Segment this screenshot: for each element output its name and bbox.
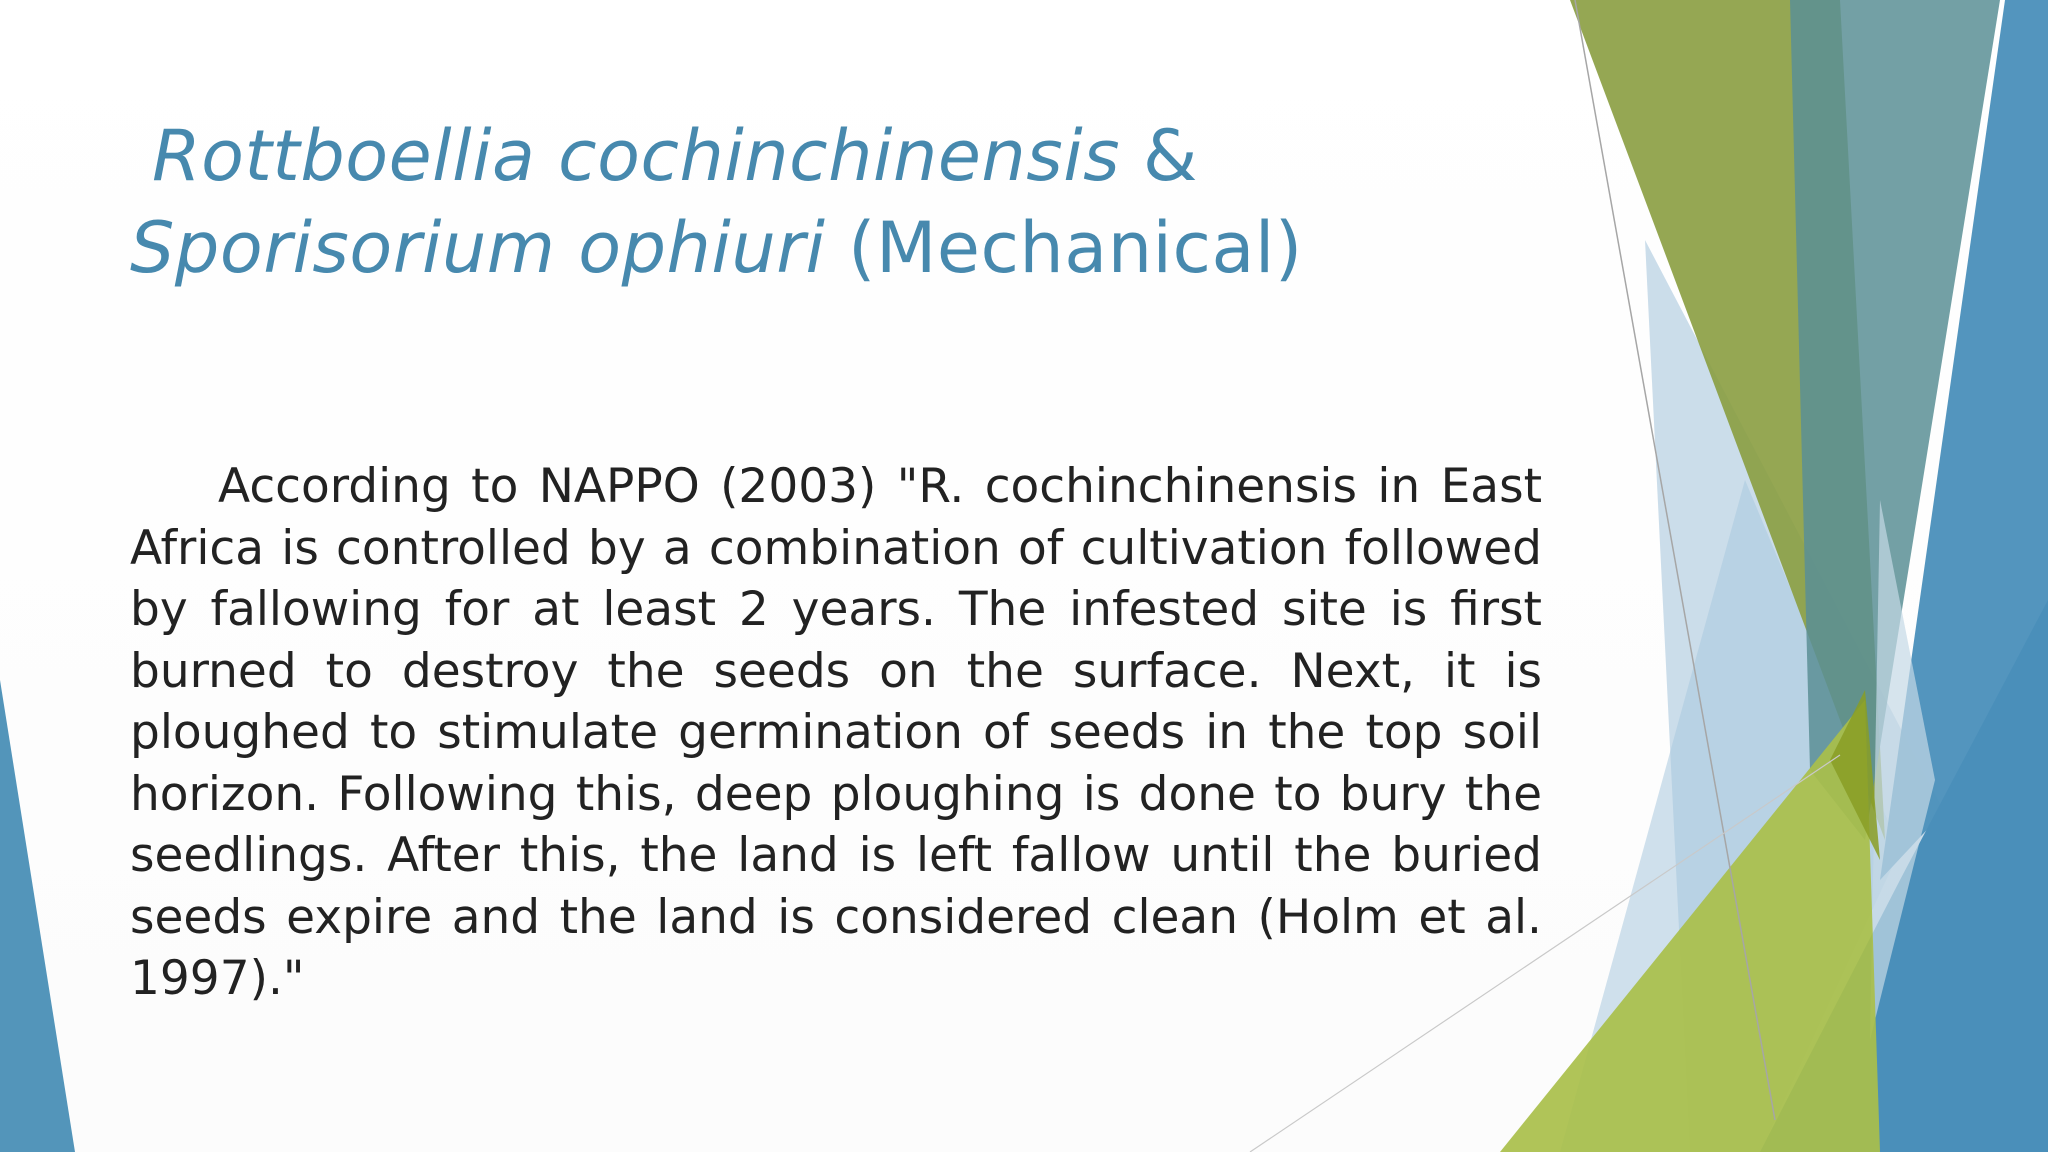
title-species-2: Sporisorium ophiuri [130,207,826,289]
title-method: (Mechanical) [825,207,1303,289]
title-line-2 [130,202,1430,294]
title-ampersand: & [1120,115,1198,197]
slide-title [130,110,1430,294]
left-blue-shape [0,680,75,1152]
title-line-1 [130,110,1430,202]
title-species-1: Rottboellia cochinchinensis [152,115,1121,197]
body-paragraph: According to NAPPO (2003) "R. cochinchinensis in East Africa is controlled by a combination of cultivation followed by fallowing for at least 2 years. The infested site is first burned to destroy the seeds on the surface. Next, it is ploughed to stimulate germination of seeds in the top soil horizon. Following this, deep ploughing is done to bury the seedlings. After this, the land is left fallow until the buried seeds expire and the land is considered clean (Holm et al. 1997)." [130,459,1542,1006]
